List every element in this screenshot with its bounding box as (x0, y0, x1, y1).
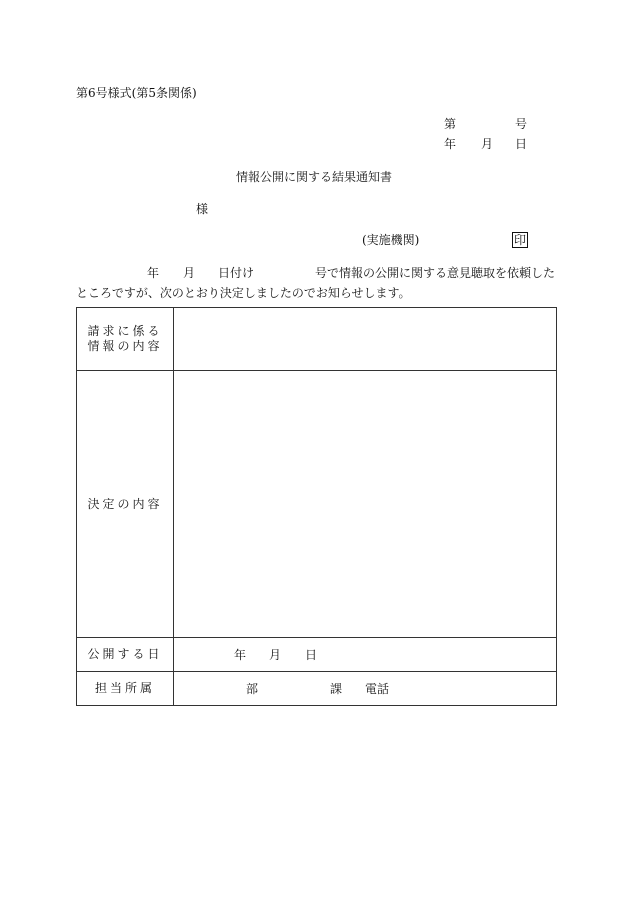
contact-dept: 部 (246, 682, 259, 696)
publish-month: 月 (269, 648, 282, 662)
publish-day: 日 (305, 648, 318, 662)
doc-number-suffix: 号 (515, 117, 528, 131)
decision-label-cell (77, 371, 174, 638)
result-table (76, 307, 557, 706)
ref-month: 月 (183, 266, 196, 280)
date-day: 日 (515, 137, 528, 151)
date-month: 月 (481, 137, 494, 151)
table-row-decision (77, 371, 557, 638)
agency-label: (実施機関) (362, 233, 420, 247)
document-title: 情報公開に関する結果通知書 (236, 170, 393, 184)
date-year: 年 (444, 137, 457, 151)
publish-label-cell (77, 638, 174, 672)
request-label-line1: 請求に係る (87, 324, 163, 338)
contact-phone: 電話 (365, 682, 390, 696)
publish-value-cell (174, 638, 557, 672)
table-row-publish (77, 638, 557, 672)
body-line1: 号で情報の公開に関する意見聴取を依頼した (315, 266, 556, 280)
decision-label: 決定の内容 (87, 496, 163, 511)
body-line2: ところですが、次のとおり決定しましたのでお知らせします。 (76, 286, 411, 300)
doc-number-prefix: 第 (444, 117, 457, 131)
addressee-suffix: 様 (196, 202, 209, 216)
table-row-request (77, 308, 557, 371)
table-row-contact (77, 672, 557, 706)
publish-year: 年 (234, 648, 247, 662)
ref-day: 日付け (218, 266, 255, 280)
seal-mark: 印 (514, 233, 527, 247)
request-value-cell (174, 308, 557, 371)
request-label-cell (77, 308, 174, 371)
ref-year: 年 (147, 266, 160, 280)
contact-label: 担当所属 (94, 681, 155, 695)
publish-label: 公開する日 (87, 647, 163, 661)
decision-value-cell (174, 371, 557, 638)
contact-label-cell (77, 672, 174, 706)
request-label-line2: 情報の内容 (87, 339, 163, 353)
form-identifier: 第6号様式(第5条関係) (76, 86, 197, 100)
contact-value-cell (174, 672, 557, 706)
contact-section: 課 (330, 682, 343, 696)
